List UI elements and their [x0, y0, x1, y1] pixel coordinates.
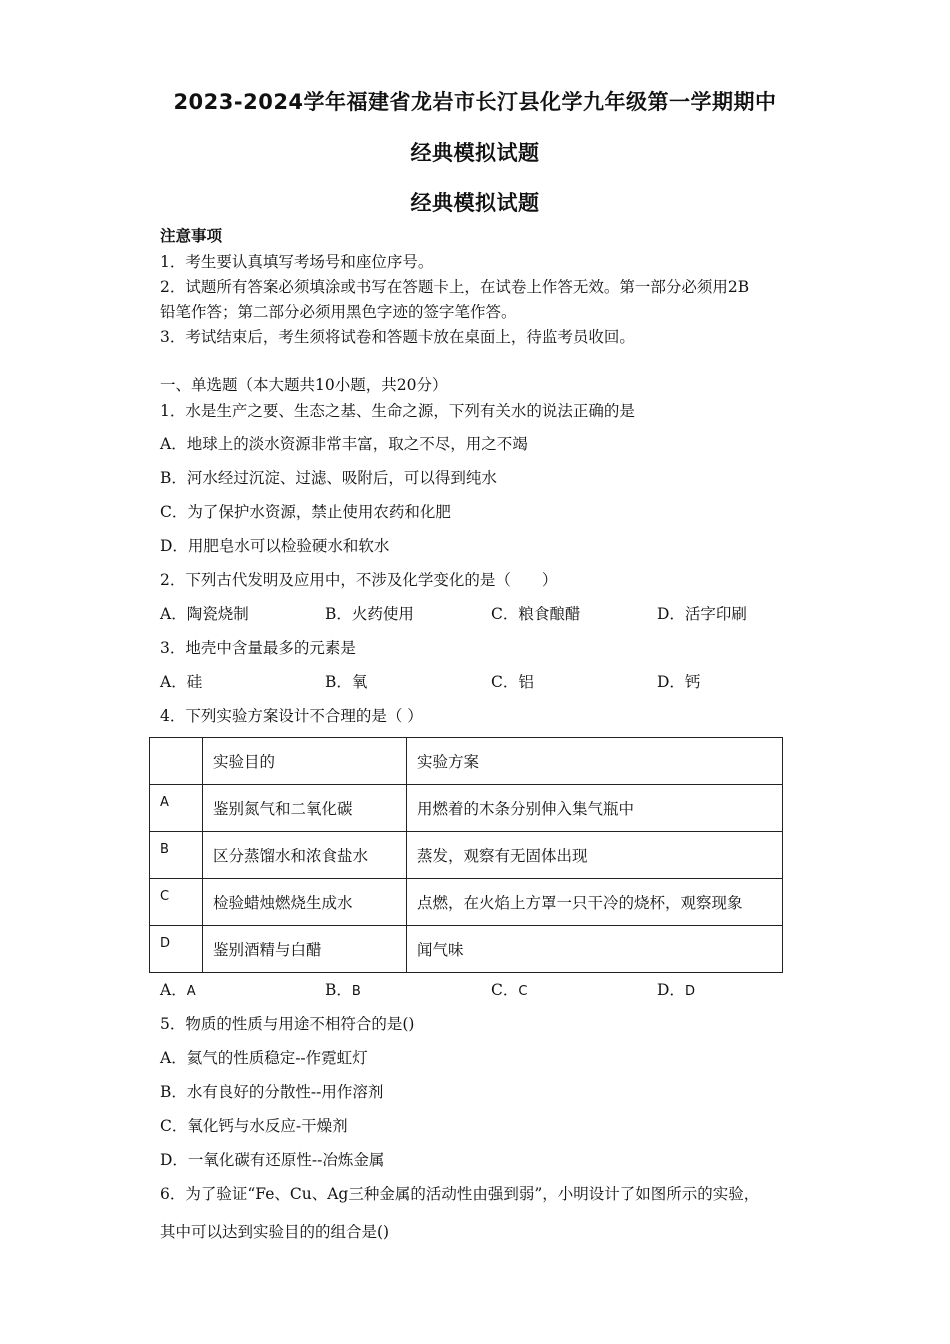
question-3-option-b: B．氧	[325, 673, 368, 691]
question-5-stem: 5．物质的性质与用途不相符合的是()	[160, 1015, 415, 1033]
question-3-stem: 3．地壳中含量最多的元素是	[160, 639, 356, 657]
question-3-option-a: A．硅	[160, 673, 203, 691]
notice-heading: 注意事项	[160, 226, 223, 245]
question-1-option-a: A．地球上的淡水资源非常丰富，取之不尽，用之不竭	[160, 435, 528, 453]
exam-title-line-3: 经典模拟试题	[410, 191, 540, 215]
table-cell-label: D	[150, 926, 203, 973]
question-1-option-d: D．用肥皂水可以检验硬水和软水	[160, 537, 390, 555]
section-heading: 一、单选题（本大题共10小题，共20分）	[160, 376, 448, 394]
question-5-option-b: B．水有良好的分散性--用作溶剂	[160, 1083, 384, 1101]
question-1-option-c: C．为了保护水资源，禁止使用农药和化肥	[160, 503, 451, 521]
table-row	[150, 879, 783, 926]
table-header-cell: 实验方案	[407, 738, 783, 785]
question-1-stem: 1．水是生产之要、生态之基、生命之源，下列有关水的说法正确的是	[160, 402, 635, 420]
table-cell-plan: 闻气味	[407, 926, 783, 973]
table-cell-purpose: 鉴别酒精与白醋	[203, 926, 407, 973]
experiment-table	[149, 737, 783, 973]
table-header-row	[150, 738, 783, 785]
question-6-stem-line-2: 其中可以达到实验目的的组合是()	[160, 1223, 390, 1241]
table-cell-purpose: 检验蜡烛燃烧生成水	[203, 879, 407, 926]
table-cell-plan: 蒸发，观察有无固体出现	[407, 832, 783, 879]
table-cell-plan: 点燃，在火焰上方罩一只干冷的烧杯，观察现象	[407, 879, 783, 926]
table-header-cell: 实验目的	[203, 738, 407, 785]
question-4-option-d	[657, 980, 695, 1002]
question-4-option-b	[325, 980, 361, 1002]
option-letter: A	[186, 984, 196, 999]
question-2-option-d: D．活字印刷	[657, 605, 747, 623]
table-cell-purpose: 区分蒸馏水和浓食盐水	[203, 832, 407, 879]
notice-item: 3．考试结束后，考生须将试卷和答题卡放在桌面上，待监考员收回。	[160, 328, 635, 346]
notice-item: 铅笔作答；第二部分必须用黑色字迹的签字笔作答。	[160, 303, 517, 321]
question-2-option-a: A．陶瓷烧制	[160, 605, 249, 623]
question-2-stem: 2．下列古代发明及应用中，不涉及化学变化的是（ ）	[160, 571, 558, 589]
option-prefix: D．	[657, 981, 685, 999]
option-prefix: B．	[325, 981, 352, 999]
table-header-cell	[150, 738, 203, 785]
question-5-option-d: D．一氧化碳有还原性--冶炼金属	[160, 1151, 385, 1169]
table-cell-label: C	[150, 879, 203, 926]
question-5-option-a: A．氦气的性质稳定--作霓虹灯	[160, 1049, 368, 1067]
table-row	[150, 832, 783, 879]
notice-item: 1．考生要认真填写考场号和座位序号。	[160, 253, 434, 271]
question-3-option-c: C．铝	[491, 673, 534, 691]
question-1-option-b: B．河水经过沉淀、过滤、吸附后，可以得到纯水	[160, 469, 497, 487]
question-4-stem: 4．下列实验方案设计不合理的是（ ）	[160, 707, 423, 725]
question-4-option-a	[160, 980, 196, 1002]
table-cell-label: A	[150, 785, 203, 832]
exam-title-line-1: 2023-2024学年福建省龙岩市长汀县化学九年级第一学期期中	[173, 90, 777, 114]
question-3-option-d: D．钙	[657, 673, 701, 691]
option-letter: C	[518, 984, 528, 999]
question-5-option-c: C．氧化钙与水反应-干燥剂	[160, 1117, 348, 1135]
option-letter: D	[684, 984, 695, 999]
exam-title-line-2: 经典模拟试题	[410, 141, 540, 165]
notice-item: 2．试题所有答案必须填涂或书写在答题卡上，在试卷上作答无效。第一部分必须用2B	[160, 278, 750, 296]
question-4-option-c	[491, 980, 527, 1002]
question-6-stem-line-1: 6．为了验证“Fe、Cu、Ag三种金属的活动性由强到弱”，小明设计了如图所示的实验，	[160, 1185, 760, 1203]
option-prefix: C．	[491, 981, 519, 999]
option-prefix: A．	[160, 981, 187, 999]
table-cell-label: B	[150, 832, 203, 879]
table-cell-plan: 用燃着的木条分别伸入集气瓶中	[407, 785, 783, 832]
option-letter: B	[351, 984, 361, 999]
question-2-option-c: C．粮食酿醋	[491, 605, 581, 623]
question-2-option-b: B．火药使用	[325, 605, 414, 623]
table-row	[150, 785, 783, 832]
table-row	[150, 926, 783, 973]
table-cell-purpose: 鉴别氮气和二氧化碳	[203, 785, 407, 832]
